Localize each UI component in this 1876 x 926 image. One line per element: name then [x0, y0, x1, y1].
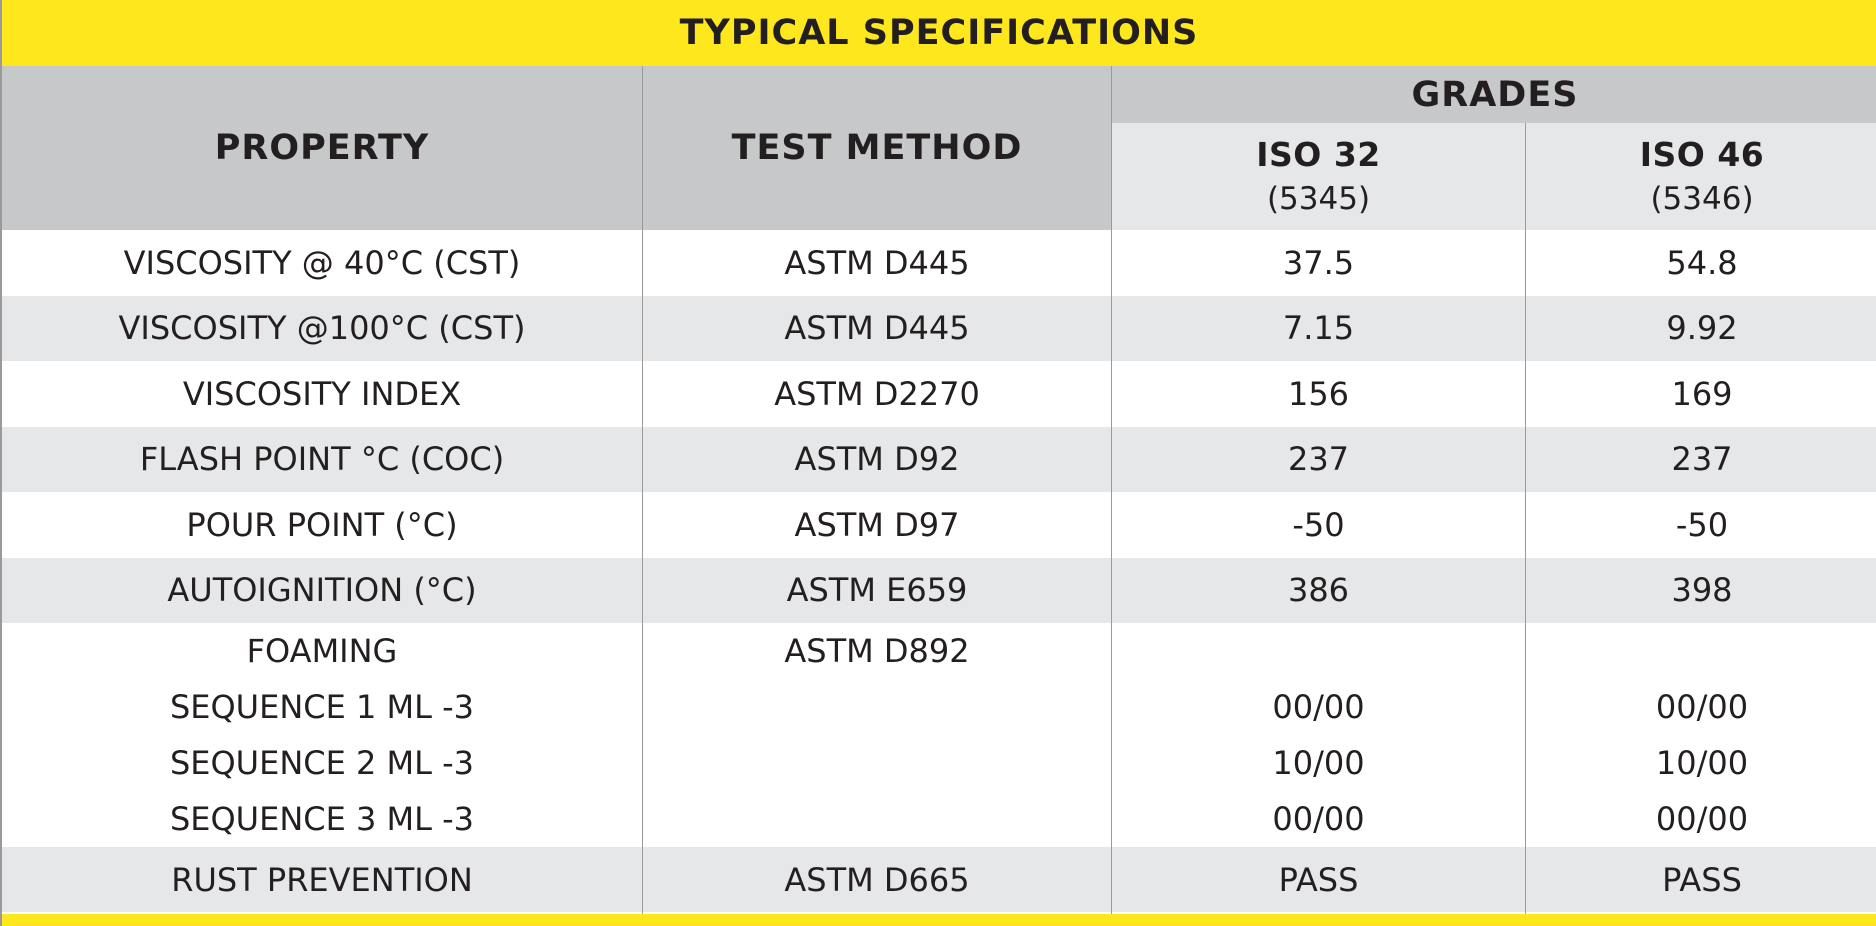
- cell-property: FLASH POINT °C (COC): [139, 440, 505, 479]
- cell-test-method: ASTM D92: [794, 440, 960, 479]
- table-row: [2, 558, 1876, 624]
- column-divider: [642, 66, 643, 926]
- cell-property: RUST PREVENTION: [171, 860, 473, 899]
- cell-iso46: 237: [1671, 440, 1733, 479]
- cell-iso46: 9.92: [1666, 309, 1738, 348]
- cell-iso32: PASS: [1278, 860, 1359, 899]
- cell-iso32: -50: [1292, 505, 1345, 544]
- table-row: [2, 361, 1876, 427]
- cell-iso32: 156: [1287, 374, 1350, 413]
- cell-iso46: 10/00: [1655, 744, 1749, 782]
- column-divider: [1525, 123, 1526, 926]
- cell-test-method: ASTM D2270: [774, 374, 980, 413]
- cell-iso32: 7.15: [1282, 309, 1355, 348]
- header-test-method: TEST METHOD: [731, 128, 1023, 168]
- grade-code: (5346): [1650, 180, 1754, 217]
- cell-sequence-label: SEQUENCE 1 ML -3: [169, 688, 475, 726]
- table-row: [2, 427, 1876, 493]
- header-grades: GRADES: [1411, 74, 1579, 115]
- cell-iso46: 398: [1671, 571, 1733, 610]
- cell-property: VISCOSITY @100°C (CST): [118, 309, 526, 348]
- cell-test-method: ASTM D665: [784, 860, 970, 899]
- bottom-accent-bar: [2, 914, 1876, 926]
- cell-iso32: 00/00: [1272, 800, 1365, 838]
- cell-iso32: 10/00: [1272, 744, 1365, 782]
- cell-sequence-label: SEQUENCE 3 ML -3: [169, 800, 475, 838]
- grade-code: (5345): [1266, 180, 1371, 217]
- foaming-header-line: [2, 623, 1876, 679]
- table-title: TYPICAL SPECIFICATIONS: [2, 0, 1876, 66]
- table-row: [2, 230, 1876, 296]
- column-divider: [1111, 66, 1112, 926]
- header-grade-iso32: [1112, 123, 1525, 230]
- cell-property: AUTOIGNITION (°C): [167, 571, 477, 610]
- cell-iso46: 54.8: [1666, 243, 1738, 282]
- grade-name: ISO 32: [1256, 134, 1381, 174]
- table-row: [2, 296, 1876, 362]
- cell-test-method: ASTM E659: [786, 571, 968, 610]
- grade-name: ISO 46: [1639, 134, 1765, 174]
- foaming-sequence-line: [2, 735, 1876, 791]
- cell-iso46: 00/00: [1655, 688, 1749, 726]
- cell-iso46: 169: [1671, 374, 1733, 413]
- cell-test-method: ASTM D97: [794, 505, 960, 544]
- header-property: PROPERTY: [214, 128, 430, 168]
- cell-property: FOAMING: [246, 632, 398, 670]
- table-header: [2, 66, 1876, 230]
- cell-iso46: -50: [1675, 505, 1729, 544]
- header-grade-iso46: [1526, 123, 1876, 230]
- cell-iso32: 00/00: [1272, 688, 1365, 726]
- cell-test-method: ASTM D445: [784, 309, 970, 348]
- cell-iso32: 237: [1287, 440, 1350, 479]
- cell-iso32: 386: [1287, 571, 1350, 610]
- table-row: [2, 492, 1876, 558]
- cell-test-method: ASTM D445: [784, 243, 970, 282]
- foaming-sequence-line: [2, 679, 1876, 735]
- table-row: [2, 847, 1876, 912]
- cell-sequence-label: SEQUENCE 2 ML -3: [169, 744, 475, 782]
- cell-property: VISCOSITY @ 40°C (CST): [123, 243, 521, 282]
- cell-property: POUR POINT (°C): [186, 505, 458, 544]
- cell-iso46: 00/00: [1655, 800, 1749, 838]
- foaming-sequence-line: [2, 791, 1876, 847]
- foaming-row: [2, 623, 1876, 847]
- cell-iso32: 37.5: [1282, 243, 1355, 282]
- cell-iso46: PASS: [1662, 860, 1742, 899]
- cell-test-method: ASTM D892: [784, 632, 970, 670]
- table-body: [2, 230, 1876, 912]
- cell-property: VISCOSITY INDEX: [182, 374, 462, 413]
